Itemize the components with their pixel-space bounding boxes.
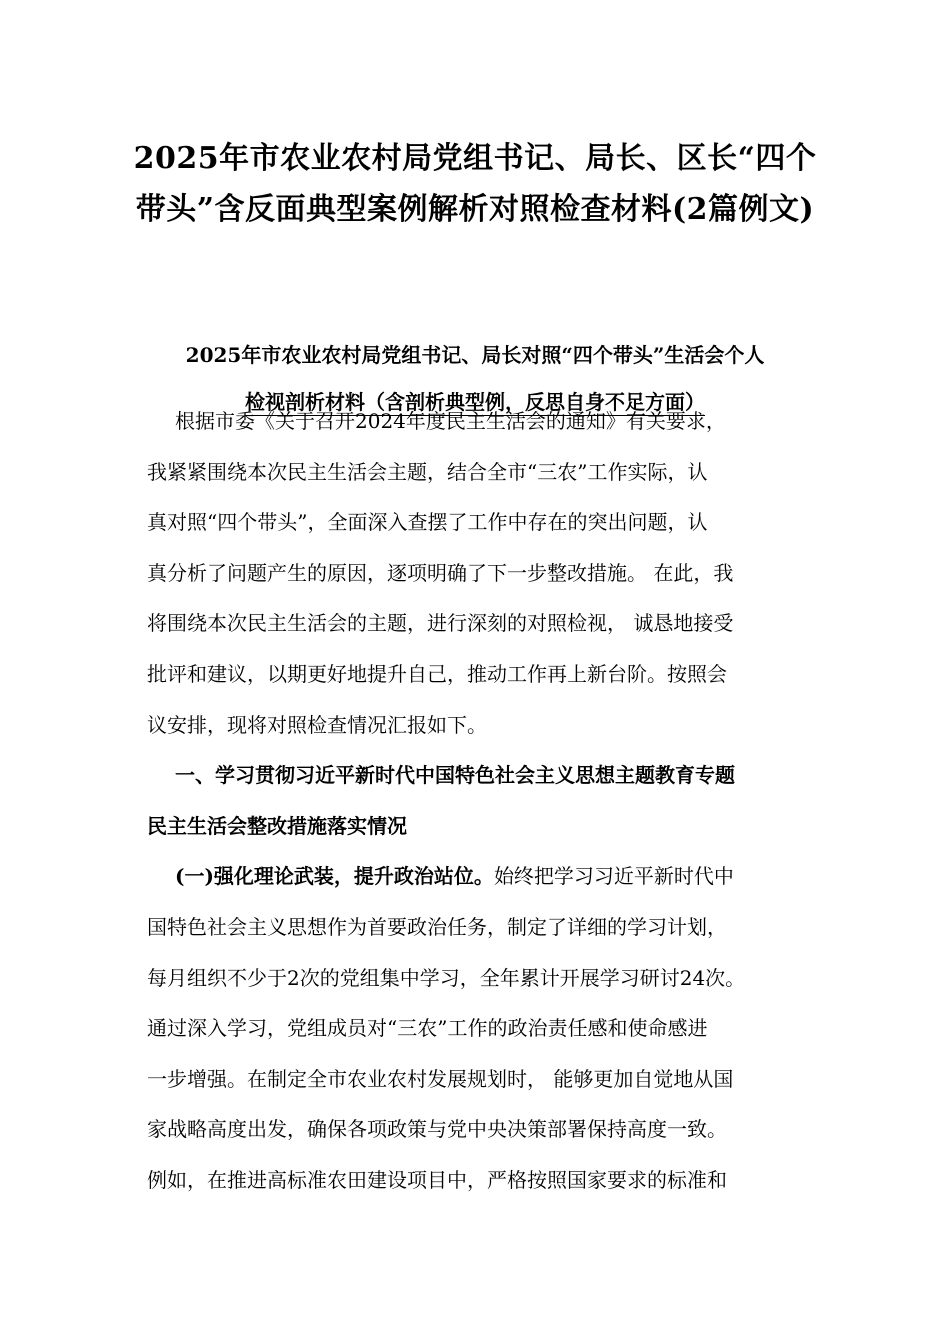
subsection-1-paragraph bbox=[147, 851, 817, 1205]
subsection-line: 例如，在推进高标准农田建设项目中，严格按照国家要求的标准和 bbox=[147, 1167, 727, 1192]
subsection-lead: (一)强化理论武装，提升政治站位。 bbox=[175, 864, 494, 889]
intro-line: 我紧紧围绕本次民主生活会主题，结合全市“三农”工作实际，认 bbox=[147, 459, 708, 484]
subsection-line: 通过深入学习，党组成员对“三农”工作的政治责任感和使命感进 bbox=[147, 1016, 708, 1041]
subsection-line: 每月组织不少于2次的党组集中学习，全年累计开展学习研讨24次。 bbox=[147, 965, 746, 990]
intro-paragraph bbox=[147, 396, 817, 750]
subsection-line: 家战略高度出发，确保各项政策与党中央决策部署保持高度一致。 bbox=[147, 1117, 727, 1142]
subsection-lead-rest: 始终把学习习近平新时代中 bbox=[493, 864, 734, 889]
section-1-heading bbox=[147, 750, 817, 851]
main-title-line-2: 带头”含反面典型案例解析对照检查材料(2篇例文) bbox=[135, 192, 815, 227]
main-title-line-1: 2025年市农业农村局党组书记、局长、区长“四个 bbox=[133, 141, 817, 176]
sub-title-line-2: 检视剖析材料（含剖析典型例，反思自身不足方面） bbox=[245, 390, 705, 414]
intro-line: 根据市委《关于召开2024年度民主生活会的通知》有关要求， bbox=[175, 409, 726, 433]
intro-line: 将围绕本次民主生活会的主题，进行深刻的对照检视， 诚恳地接受 bbox=[147, 611, 734, 636]
subsection-first-line bbox=[147, 851, 817, 902]
intro-line: 议安排，现将对照检查情况汇报如下。 bbox=[147, 712, 487, 737]
intro-line: 批评和建议，以期更好地提升自己，推动工作再上新台阶。按照会 bbox=[147, 661, 727, 686]
main-title bbox=[120, 133, 830, 235]
subsection-line: 一步增强。在制定全市农业农村发展规划时， 能够更加自觉地从国 bbox=[147, 1066, 734, 1091]
section-heading-line: 一、学习贯彻习近平新时代中国特色社会主义思想主题教育专题 bbox=[175, 763, 735, 788]
section-heading-line: 民主生活会整改措施落实情况 bbox=[147, 813, 407, 838]
document-body bbox=[147, 396, 817, 1206]
sub-title-line-1: 2025年市农业农村局党组书记、局长对照“四个带头”生活会个人 bbox=[185, 343, 765, 367]
subsection-line: 国特色社会主义思想作为首要政治任务，制定了详细的学习计划， bbox=[147, 914, 727, 939]
intro-line: 真分析了问题产生的原因，逐项明确了下一步整改措施。 在此，我 bbox=[147, 560, 734, 585]
intro-line: 真对照“四个带头”，全面深入查摆了工作中存在的突出问题，认 bbox=[147, 510, 708, 535]
